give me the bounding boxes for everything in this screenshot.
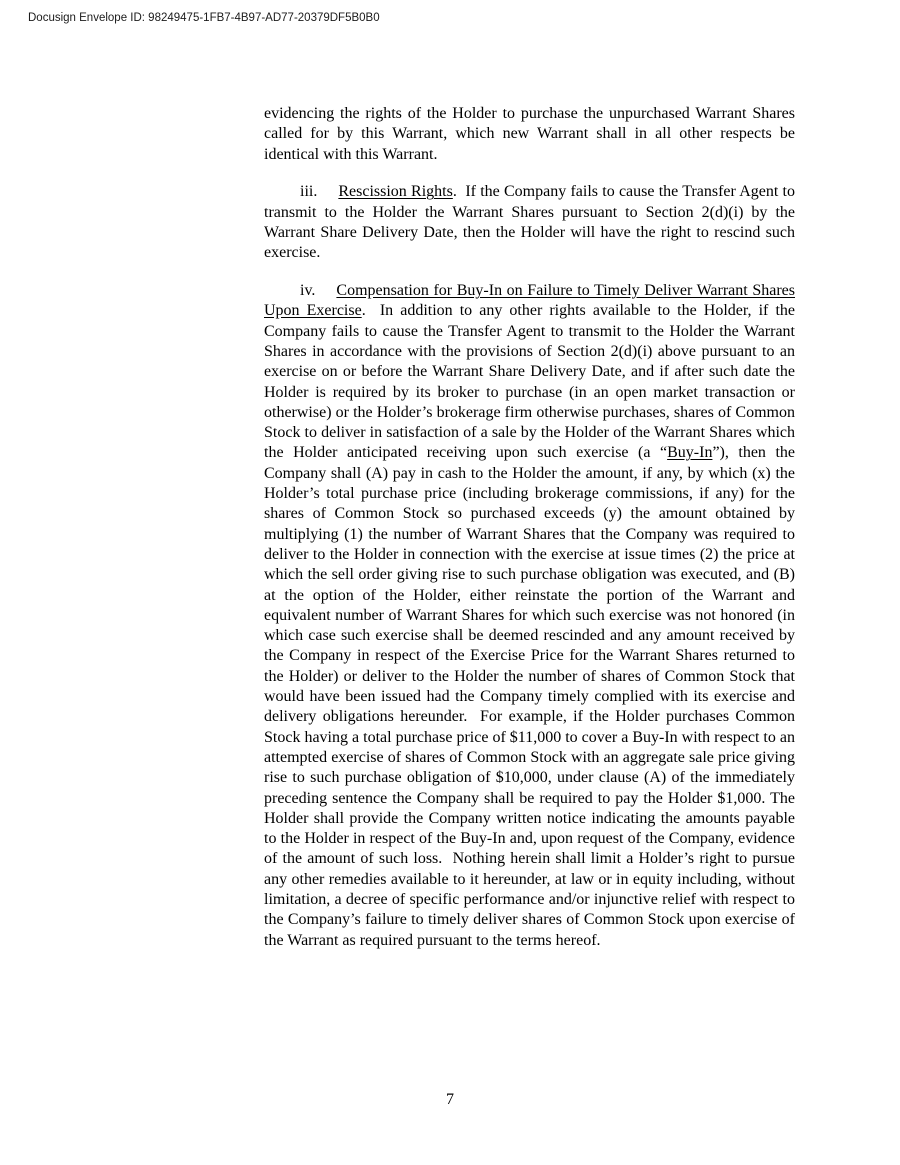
text-run: iii. (300, 183, 318, 201)
docusign-envelope-id: Docusign Envelope ID: 98249475-1FB7-4B97-AD77-20379DF5B0B0 (28, 12, 380, 24)
paragraph (264, 182, 795, 263)
paragraph (264, 281, 795, 951)
paragraphs (264, 104, 795, 951)
underlined-text: Buy-In (667, 444, 713, 462)
underlined-text: Compensation for Buy-In on Failure to Timely Deliver Warrant Shares Upon Exercise (264, 282, 795, 320)
text-run: . If the Company fails to cause the Transfer Agent to transmit to the Holder the Warrant Shares pursuant to Section 2(d)(i) by the Warrant Share Delivery Date, then the Holder will have the right to rescind such exercise. (264, 183, 795, 262)
paragraph (264, 104, 795, 165)
text-run: ”), then the Company shall (A) pay in cash to the Holder the amount, if any, by which (x) the Holder’s total purchase price (including brokerage commissions, if any) for the shares of Common Stock so purchased exceeds (y) the amount obtained by multiplying (1) the number of Warrant Shares that the Company was required to deliver to the Holder in connection with the exercise at issue times (2) the price at which the sell order giving rise to such purchase obligation was executed, and (B) at the option of the Holder, either reinstate the portion of the Warrant and equivalent number of Warrant Shares for which such exercise was not honored (in which case such exercise shall be deemed rescinded and any amount received by the Company in respect of the Exercise Price for the Warrant Shares returned to the Holder) or deliver to the Holder the number of shares of Common Stock that would have been issued had the Company timely complied with its exercise and delivery obligations hereunder. For example, if the Holder purchases Common Stock having a total purchase price of $11,000 to cover a Buy-In with respect to an attempted exercise of shares of Common Stock with an aggregate sale price giving rise to such purchase obligation of $10,000, under clause (A) of the immediately preceding sentence the Company shall be required to pay the Holder $1,000. The Holder shall provide the Company written notice indicating the amounts payable to the Holder in respect of the Buy-In and, upon request of the Company, evidence of the amount of such loss. Nothing herein shall limit a Holder’s right to pursue any other remedies available to it hereunder, at law or in equity including, without limitation, a decree of specific performance and/or injunctive relief with respect to the Company’s failure to timely deliver shares of Common Stock upon exercise of the Warrant as required pursuant to the terms hereof. (264, 444, 795, 949)
underlined-text: Rescission Rights (338, 183, 453, 201)
page-number: 7 (446, 1091, 454, 1108)
text-run: iv. (300, 282, 316, 300)
text-run: . In addition to any other rights available to the Holder, if the Company fails to cause the Transfer Agent to transmit to the Holder the Warrant Shares in accordance with the provisions of Section 2(d)(i) above pursuant to an exercise on or before the Warrant Share Delivery Date, and if after such date the Holder is required by its broker to purchase (in an open market transaction or otherwise) or the Holder’s brokerage firm otherwise purchases, shares of Common Stock to deliver in satisfaction of a sale by the Holder of the Warrant Shares which the Holder anticipated receiving upon such exercise (a “ (264, 302, 795, 462)
text-run: evidencing the rights of the Holder to purchase the unpurchased Warrant Shares called for by this Warrant, which new Warrant shall in all other respects be identical with this Warrant. (264, 105, 795, 163)
